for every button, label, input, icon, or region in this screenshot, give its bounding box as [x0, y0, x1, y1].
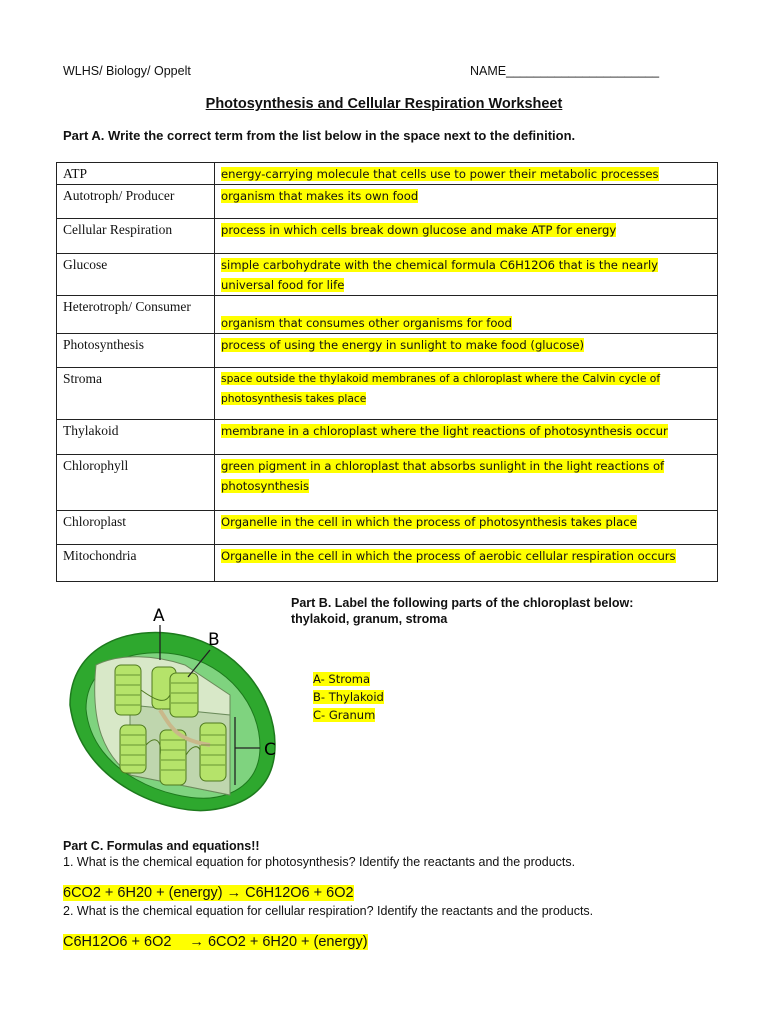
- table-row: [57, 163, 718, 185]
- question-2: 2. What is the chemical equation for cellular respiration? Identify the reactants and the products.: [63, 904, 594, 918]
- definition-text: green pigment in a chloroplast that absorbs sunlight in the light reactions of photosynthesis: [221, 459, 665, 493]
- table-row: [57, 368, 718, 420]
- definition-text: membrane in a chloroplast where the light reactions of photosynthesis occur: [221, 424, 668, 438]
- term-cell: Photosynthesis: [57, 334, 215, 368]
- name-field[interactable]: NAME______________________: [470, 64, 660, 78]
- respiration-equation: [63, 934, 368, 950]
- part-b-instruction: [291, 595, 633, 627]
- part-b-line1: Part B. Label the following parts of the chloroplast below:: [291, 596, 634, 610]
- label-a: A: [153, 606, 165, 626]
- definition-text: organism that consumes other organisms for food: [221, 316, 512, 330]
- chloroplast-diagram: [60, 605, 290, 820]
- answer-1: [63, 885, 354, 901]
- definition-text: space outside the thylakoid membranes of a chloroplast where the Calvin cycle of photosynthesis takes place: [221, 372, 661, 405]
- worksheet-title: Photosynthesis and Cellular Respiration Worksheet: [205, 96, 563, 112]
- definition-cell: [215, 254, 718, 296]
- term-cell: Autotroph/ Producer: [57, 185, 215, 219]
- definition-cell: [215, 511, 718, 545]
- answer-a: A- Stroma: [313, 672, 370, 686]
- answer-2: [63, 934, 368, 950]
- term-cell: Chlorophyll: [57, 455, 215, 511]
- definition-text: Organelle in the cell in which the process of aerobic cellular respiration occurs: [221, 549, 676, 563]
- term-cell: Glucose: [57, 254, 215, 296]
- label-c: C: [264, 740, 276, 760]
- course-header: WLHS/ Biology/ Oppelt: [63, 64, 191, 78]
- definition-cell: [215, 455, 718, 511]
- definition-cell: [215, 368, 718, 420]
- definition-text: Organelle in the cell in which the process of photosynthesis takes place: [221, 515, 637, 529]
- table-row: [57, 420, 718, 455]
- question-1: 1. What is the chemical equation for photosynthesis? Identify the reactants and the products.: [63, 855, 576, 869]
- definition-cell: [215, 334, 718, 368]
- label-b: B: [208, 630, 220, 650]
- definition-cell: [215, 163, 718, 185]
- table-row: [57, 185, 718, 219]
- definition-text: process of using the energy in sunlight to make food (glucose): [221, 338, 585, 352]
- definition-text: simple carbohydrate with the chemical formula C6H12O6 that is the nearly universal food for life: [221, 258, 659, 292]
- term-cell: ATP: [57, 163, 215, 185]
- photosynthesis-equation: 6CO2 + 6H20 + (energy) → C6H12O6 + 6O2: [63, 885, 354, 901]
- part-b-answers: [313, 672, 384, 726]
- definition-text: organism that makes its own food: [221, 189, 419, 203]
- definition-text: energy-carrying molecule that cells use to power their metabolic processes: [221, 167, 659, 181]
- definitions-table: [56, 162, 718, 582]
- definition-text: process in which cells break down glucose and make ATP for energy: [221, 223, 617, 237]
- answer-b: B- Thylakoid: [313, 690, 384, 704]
- term-cell: Chloroplast: [57, 511, 215, 545]
- part-a-instruction: Part A. Write the correct term from the list below in the space next to the definition.: [63, 128, 576, 143]
- table-row: [57, 545, 718, 582]
- table-row: [57, 296, 718, 334]
- term-cell: Stroma: [57, 368, 215, 420]
- part-c-heading: Part C. Formulas and equations!!: [63, 839, 260, 853]
- definition-cell: [215, 185, 718, 219]
- table-row: [57, 455, 718, 511]
- table-row: [57, 334, 718, 368]
- respiration-reactants: C6H12O6 + 6O2: [63, 934, 172, 950]
- term-cell: Mitochondria: [57, 545, 215, 582]
- definition-cell: [215, 420, 718, 455]
- term-cell: Cellular Respiration: [57, 219, 215, 254]
- table-row: [57, 219, 718, 254]
- answer-c: C- Granum: [313, 708, 376, 722]
- definition-cell: [215, 296, 718, 334]
- term-cell: Thylakoid: [57, 420, 215, 455]
- table-row: [57, 511, 718, 545]
- respiration-products: → 6CO2 + 6H20 + (energy): [189, 934, 368, 950]
- definition-cell: [215, 219, 718, 254]
- part-b-line2: thylakoid, granum, stroma: [291, 612, 448, 626]
- term-cell: Heterotroph/ Consumer: [57, 296, 215, 334]
- definition-cell: [215, 545, 718, 582]
- table-row: [57, 254, 718, 296]
